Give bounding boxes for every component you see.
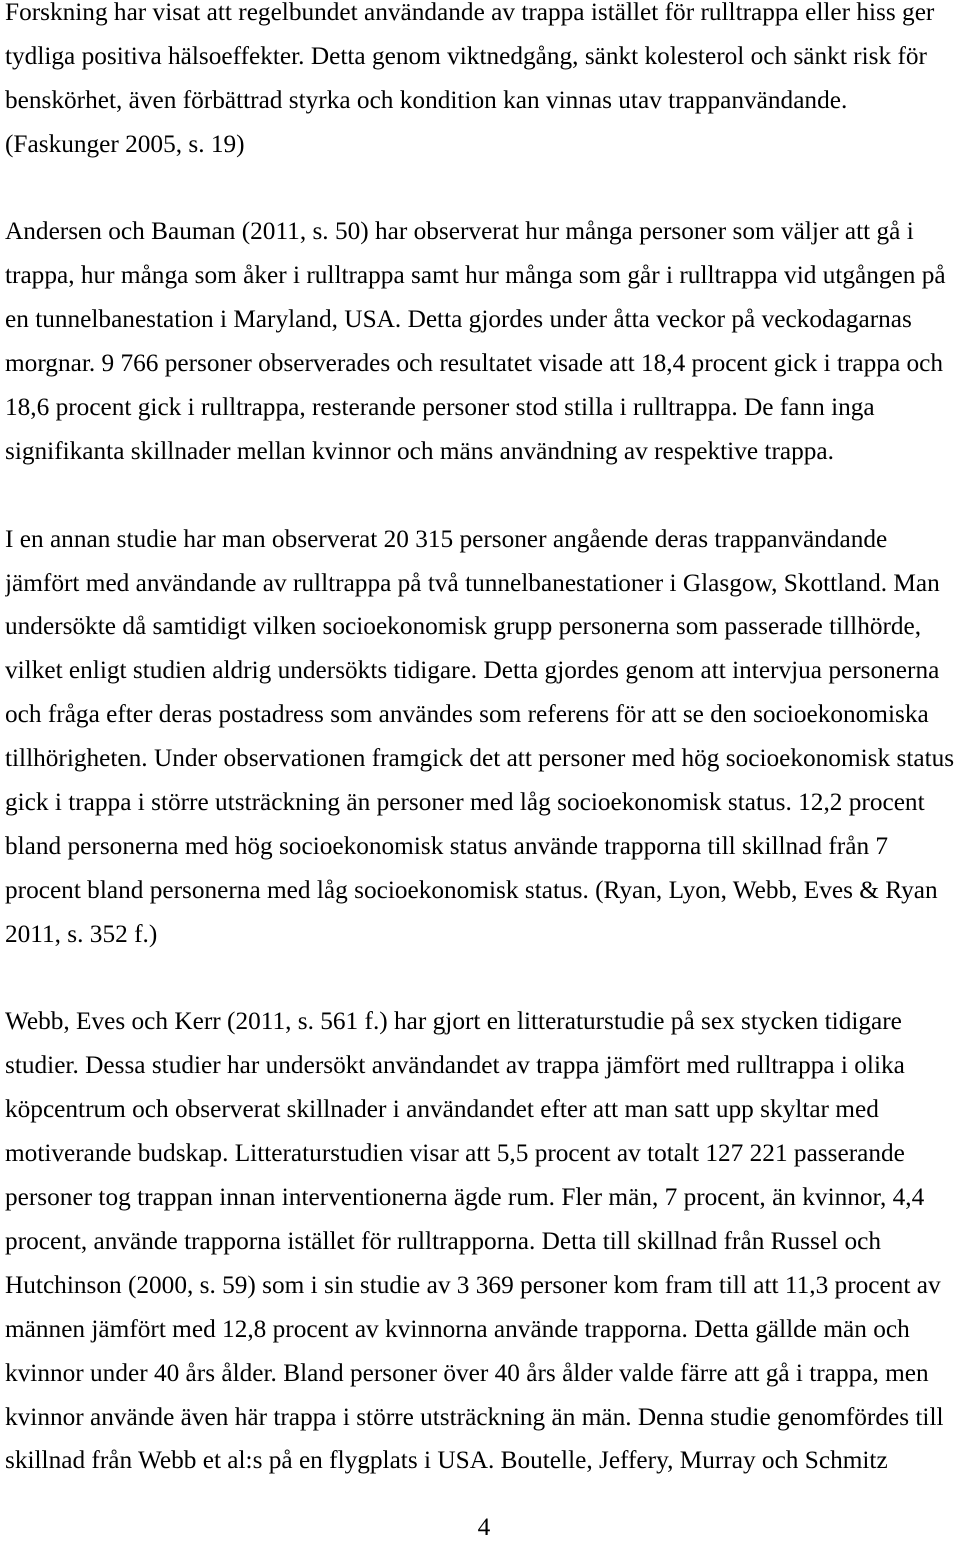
text-line: tillhörigheten. Under observationen framgick det att personer med hög socioekonomisk status (5, 744, 955, 773)
text-line: Andersen och Bauman (2011, s. 50) har observerat hur många personer som väljer att gå i (5, 217, 914, 246)
page-number: 4 (477, 1513, 491, 1541)
paragraph-1 (5, 0, 960, 176)
text-line: männen jämfört med 12,8 procent av kvinnorna använde trapporna. Detta gällde män och (5, 1314, 910, 1343)
text-line: benskörhet, även förbättrad styrka och kondition kan vinnas utav trappanvändande. (5, 85, 848, 114)
text-line: jämfört med användande av rulltrappa på två tunnelbanestationer i Glasgow, Skottland. Man (5, 568, 940, 597)
text-line: 2011, s. 352 f.) (5, 919, 158, 948)
text-line: trappa, hur många som åker i rulltrappa samt hur många som går i rulltrappa vid utgången på (5, 261, 946, 290)
text-line: (Faskunger 2005, s. 19) (5, 129, 245, 158)
document-body (5, 0, 960, 1492)
text-line: vilket enligt studien aldrig undersökts tidigare. Detta gjordes genom att intervjua personerna (5, 656, 940, 685)
text-line: kvinnor under 40 års ålder. Bland personer över 40 års ålder valde färre att gå i trappa, men (5, 1358, 929, 1387)
text-line: Hutchinson (2000, s. 59) som i sin studie av 3 369 personer kom fram till att 11,3 procent av (5, 1270, 941, 1299)
text-line: kvinnor använde även här trappa i större utsträckning än män. Denna studie genomfördes till (5, 1402, 944, 1431)
text-line: signifikanta skillnader mellan kvinnor och mäns användning av respektive trappa. (5, 436, 834, 465)
text-line: bland personerna med hög socioekonomisk status använde trapporna till skillnad från 7 (5, 831, 889, 860)
text-line: och fråga efter deras postadress som användes som referens för att se den socioekonomiska (5, 700, 929, 729)
text-line: procent bland personerna med låg socioekonomisk status. (Ryan, Lyon, Webb, Eves & Ryan (5, 875, 938, 904)
text-line: Webb, Eves och Kerr (2011, s. 561 f.) har gjort en litteraturstudie på sex stycken tidigare (5, 1007, 902, 1036)
text-line: motiverande budskap. Litteraturstudien visar att 5,5 procent av totalt 127 221 passerande (5, 1139, 905, 1168)
text-line: 18,6 procent gick i rulltrappa, resterande personer stod stilla i rulltrappa. De fann inga (5, 393, 875, 422)
text-line: undersökte då samtidigt vilken socioekonomisk grupp personerna som passerade tillhörde, (5, 612, 922, 641)
text-line: Forskning har visat att regelbundet användande av trappa istället för rulltrappa eller hiss ger (5, 0, 935, 26)
paragraph-3 (5, 524, 960, 966)
paragraph-2 (5, 219, 960, 482)
text-line: en tunnelbanestation i Maryland, USA. Detta gjordes under åtta veckor på veckodagarnas (5, 305, 912, 334)
text-line: personer tog trappan innan interventionerna ägde rum. Fler män, 7 procent, än kvinnor, 4,4 (5, 1183, 925, 1212)
text-line: köpcentrum och observerat skillnader i användandet efter att man satt upp skyltar med (5, 1095, 879, 1124)
paragraph-4 (5, 1009, 960, 1492)
text-line: I en annan studie har man observerat 20 315 personer angående deras trappanvändande (5, 524, 888, 553)
text-line: gick i trappa i större utsträckning än personer med låg socioekonomisk status. 12,2 procent (5, 788, 925, 817)
text-line: tydliga positiva hälsoeffekter. Detta genom viktnedgång, sänkt kolesterol och sänkt risk för (5, 41, 927, 70)
text-line: morgnar. 9 766 personer observerades och resultatet visade att 18,4 procent gick i trappa och (5, 349, 944, 378)
text-line: procent, använde trapporna istället för rulltrapporna. Detta till skillnad från Russel och (5, 1226, 881, 1255)
text-line: skillnad från Webb et al:s på en flygplats i USA. Boutelle, Jeffery, Murray och Schmitz (5, 1446, 888, 1475)
text-line: studier. Dessa studier har undersökt användandet av trappa jämfört med rulltrappa i olika (5, 1051, 905, 1080)
